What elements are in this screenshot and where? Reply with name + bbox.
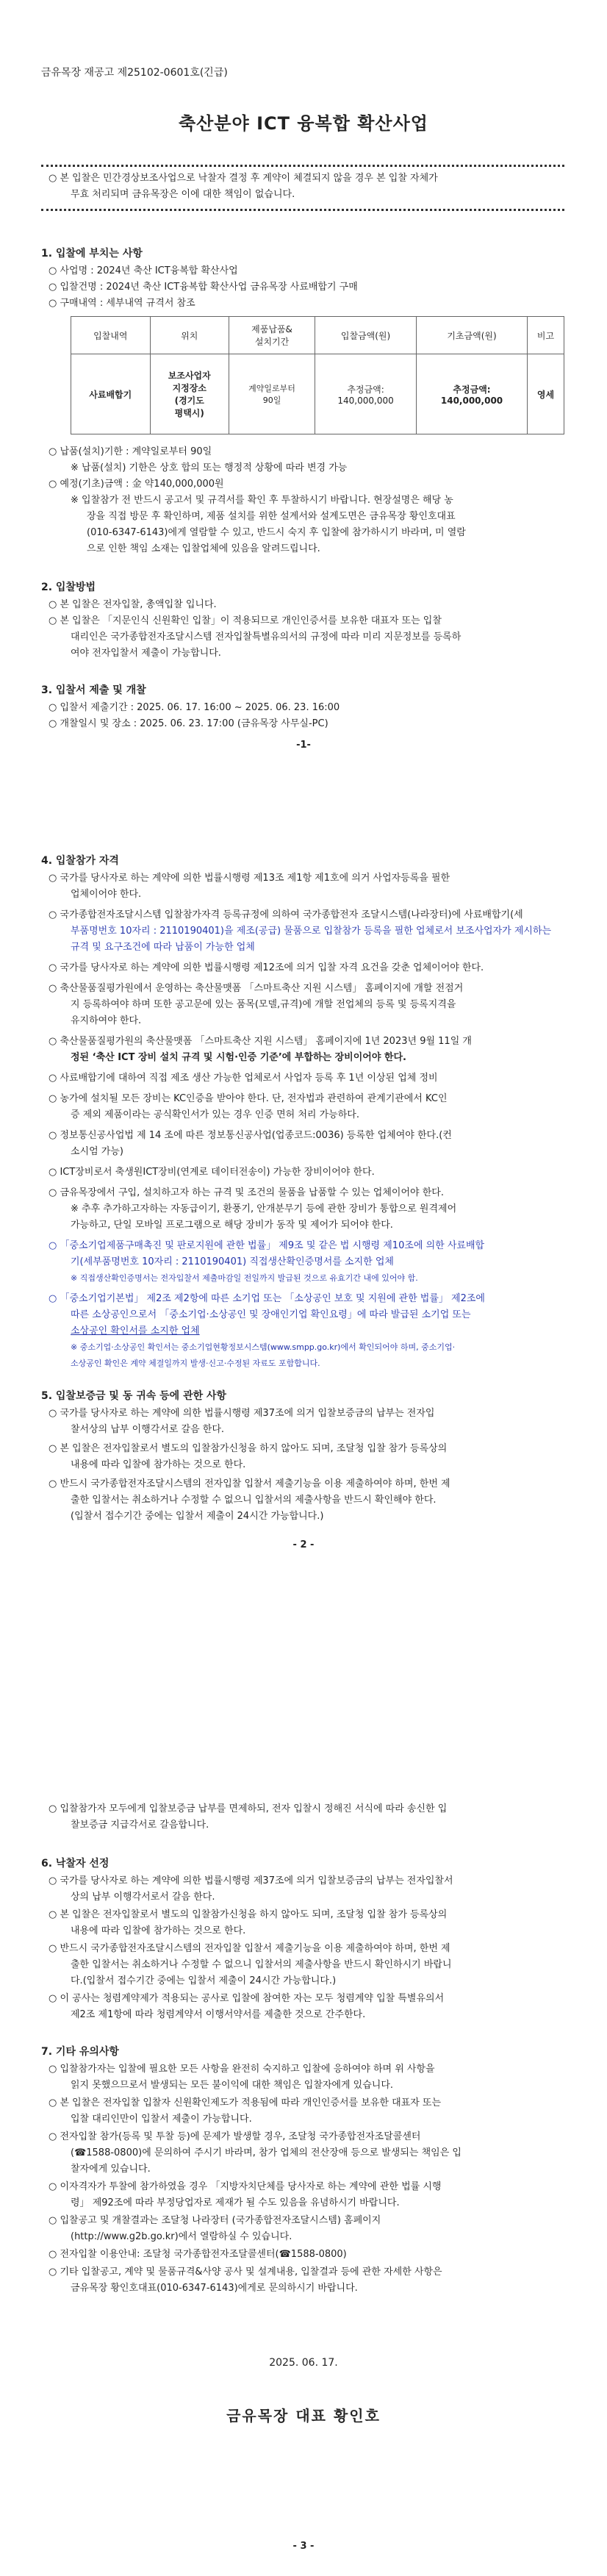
deposit-line-6: 출한 입찰서는 취소하거나 수정할 수 없으니 입찰서의 제출사항을 반드시 확인해야 한다.: [71, 1495, 437, 1506]
page-number-2: - 2 -: [292, 1539, 315, 1550]
qual-line-25: 따른 소상공인으로서 「중소기업·소상공인 및 장애인기업 확인요령」에 따라 발급된 소기업 또는: [71, 1309, 471, 1320]
qual-line-15: ○ 정보통신공사업법 제 14 조에 따른 정보통신공사업(업종코드:0036) 등록한 업체여야 한다.(컨: [49, 1130, 452, 1141]
qual-line-26: 소상공인 확인서를 소지한 업체: [71, 1325, 200, 1337]
page-2: [0, 853, 607, 1720]
award-line-6: 출한 입찰서는 취소하거나 수정할 수 없으니 입찰서의 제출사항을 반드시 확인하시기 바랍니: [71, 1959, 452, 1970]
td-base-amount: 추정금액: 140,000,000: [417, 354, 528, 434]
deposit-line-2: 찰서상의 납부 이행각서로 갈음 한다.: [71, 1424, 225, 1435]
qual-line-10: ○ 축산물품질평가원의 축산물맷폼 「스마트축산 지원 시스템」 홈페이지에 1년 2023년 9월 11일 개: [49, 1036, 472, 1047]
qual-line-3: ○ 국가종합전자조달시스템 입찰참가자격 등록규정에 의하여 국가종합전자 조달시스템(나라장터)에 사료배합기(세: [49, 909, 523, 920]
page-3: [0, 1720, 607, 2576]
deposit-line-3: ○ 본 입찰은 전자입찰로서 별도의 입찰참가신청을 하지 않아도 되며, 조달청 입찰 참가 등록상의: [49, 1443, 448, 1454]
dotted-divider-bottom: [41, 209, 564, 211]
section-3-title: 3. 입찰서 제출 및 개찰: [41, 684, 146, 696]
deposit-cont-line-1: ○ 입찰참가자 모두에게 입찰보증금 납부를 면제하되, 전자 입찰시 정해진 서식에 따라 송신한 입: [49, 1803, 448, 1814]
qual-line-28: 소상공인 확인은 계약 체결일까지 발생·신고·수정된 자료도 포함합니다.: [71, 1359, 320, 1368]
award-line-5: ○ 반드시 국가종합전자조달시스템의 전자입찰 입찰서 제출기능을 이용 제출하여야 하며, 한번 제: [49, 1943, 450, 1954]
award-line-4: 내용에 따라 입찰에 참가하는 것으로 한다.: [71, 1925, 246, 1936]
qual-line-13: ○ 농가에 설치될 모든 장비는 KC인증을 받아야 한다. 단, 전자법과 관련하여 관계기관에서 KC인: [49, 1093, 448, 1104]
page-number-1: -1-: [296, 740, 311, 751]
qual-line-19: ※ 추후 추가하고자하는 자동급이기, 환풍기, 안개분무기 등에 관한 장비가 통합으로 원격제어: [71, 1203, 457, 1214]
qual-line-17: ○ ICT장비로서 축생원ICT장비(연계로 데이터전송이) 가능한 장비이어야 한다.: [49, 1167, 375, 1178]
award-line-2: 상의 납부 이행각서로서 갈음 한다.: [71, 1892, 215, 1903]
bid-note-4: 으로 인한 책임 소재는 입찰업체에 있음을 알려드립니다.: [87, 543, 320, 554]
opening-datetime: ○ 개찰일시 및 장소 : 2025. 06. 23. 17:00 (금유목장 사무실-PC): [49, 718, 328, 729]
award-line-8: ○ 이 공사는 청렴계약제가 적용되는 공사로 입찰에 참여한 자는 모두 청렴계약 입찰 특별유의서: [49, 1993, 445, 2004]
bid-note-2: 장을 직접 방문 후 확인하며, 제품 설치를 위한 설계서와 설계도면은 금유목장 황인호대표: [87, 511, 456, 522]
qual-line-12: ○ 사료배합기에 대하여 직접 제조 생산 가능한 업체로서 사업자 등록 후 1년 이상된 업체 정비: [49, 1073, 438, 1084]
th-remarks: 비고: [528, 317, 564, 354]
misc-line-4: 입찰 대리인만이 입찰서 제출이 가능합니다.: [71, 2114, 252, 2125]
award-line-1: ○ 국가를 당사자로 하는 계약에 의한 법률시행령 제37조에 의거 입찰보증금의 납부는 전자입찰서: [49, 1875, 453, 1886]
qual-line-20: 가능하고, 단일 모바일 프로그램으로 해당 장비가 동작 및 제어가 되어야 한다.: [71, 1220, 393, 1231]
qual-line-11: 정된 ‘축산 ICT 장비 설치 규격 및 시험·인증 기준’에 부합하는 장비이어야 한다.: [71, 1052, 406, 1063]
qual-line-23: ※ 직접생산확인증명서는 전자입찰서 제출마감일 전일까지 발급된 것으로 유효기간 내에 있어야 함.: [71, 1273, 418, 1283]
td-item: 사료배합기: [71, 354, 151, 434]
project-name: ○ 사업명 : 2024년 축산 ICT융복합 확산사업: [49, 265, 238, 276]
bid-item-name: ○ 입찰건명 : 2024년 축산 ICT융복합 확산사업 금유목장 사료배합기 구매: [49, 282, 358, 293]
deposit-line-7: (입찰서 접수기간 중에는 입찰서 제출이 24시간 가능합니다.): [71, 1511, 324, 1522]
page-number-3: - 3 -: [292, 2541, 315, 2552]
misc-line-14: 금유목장 황인호대표(010-6347-6143)에게로 문의하시기 바랍니다.: [71, 2283, 358, 2294]
award-line-9: 제2조 제1항에 따라 청렴계약서 이행서약서를 제출한 것으로 간주한다.: [71, 2009, 366, 2020]
award-line-3: ○ 본 입찰은 전자입찰로서 별도의 입찰참가신청을 하지 않아도 되며, 조달청 입찰 참가 등록상의: [49, 1909, 448, 1920]
method-line-4: 여야 전자입찰서 제출이 가능합니다.: [71, 648, 221, 659]
misc-line-10: ○ 입찰공고 및 개찰결과는 조달청 나라장터 (국가종합전자조달시스템) 홈페이지: [49, 2215, 381, 2226]
qual-line-2: 업체이어야 한다.: [71, 889, 142, 900]
td-bid-amount: 추정금액: 140,000,000: [315, 354, 417, 434]
intro-line-2: 무효 처리되며 금유목장은 이에 대한 책임이 없습니다.: [71, 189, 295, 200]
submission-period: ○ 입찰서 제출기간 : 2025. 06. 17. 16:00 ~ 2025. 06. 23. 16:00: [49, 702, 340, 713]
misc-line-13: ○ 기타 입찰공고, 계약 및 물품규격&사양 공사 및 설계내용, 입찰결과 등에 관한 자세한 사항은: [49, 2266, 442, 2278]
qual-line-6: ○ 국가를 당사자로 하는 계약에 의한 법률시행령 제12조에 의거 입찰 자격 요건을 갖춘 업체이어야 한다.: [49, 962, 484, 973]
section-7-title: 7. 기타 유의사항: [41, 2046, 119, 2058]
signature: 금유목장 대표 황인호: [226, 2407, 381, 2425]
qual-line-18: ○ 금유목장에서 구입, 설치하고자 하는 규격 및 조건의 물품을 납품할 수 있는 업체이어야 한다.: [49, 1187, 444, 1198]
section-5-title: 5. 입찰보증금 및 동 귀속 등에 관한 사항: [41, 1390, 227, 1402]
td-remarks: 영세: [528, 354, 564, 434]
misc-line-11: (http://www.g2b.go.kr)에서 열람하실 수 있습니다.: [71, 2231, 292, 2242]
misc-line-2: 읽지 못했으므로서 발생되는 모든 불이익에 대한 책임은 입찰자에게 있습니다.: [71, 2080, 394, 2091]
misc-line-1: ○ 입찰참가자는 입찰에 필요한 모든 사항을 완전히 숙지하고 입찰에 응하여야 하며 위 사항을: [49, 2064, 435, 2075]
method-line-3: 대리인은 국가종합전자조달시스템 전자입찰특별유의서의 규정에 따라 미리 지문정보를 등록하: [71, 632, 461, 643]
qual-line-27: ※ 중소기업·소상공인 확인서는 중소기업현황정보시스템(www.smpp.go.kr)에서 확인되어야 하며, 중소기업·: [71, 1342, 456, 1352]
th-location: 위치: [150, 317, 229, 354]
qual-line-1: ○ 국가를 당사자로 하는 계약에 의한 법률시행령 제13조 제1항 제1호에 의거 사업자등록을 필한: [49, 873, 450, 884]
th-bid-amount: 입찰금액(원): [315, 317, 417, 354]
misc-line-7: 찰자에게 있습니다.: [71, 2164, 151, 2175]
bid-note-3: (010-6347-6143)에게 열람할 수 있고, 반드시 숙지 후 입찰에 참가하시기 바라며, 미 열람: [87, 527, 466, 538]
qual-line-7: ○ 축산물품질평가원에서 운영하는 축산물맷폼 「스마트축산 지원 시스템」 홈페이지에 개할 전점거: [49, 983, 464, 994]
qual-line-14: 증 제외 제품이라는 공식확인서가 있는 경우 인증 면허 처리 가능하다.: [71, 1109, 359, 1120]
award-line-7: 다.(입찰서 접수기간 중에는 입찰서 제출이 24시간 가능합니다.): [71, 1975, 337, 1986]
qual-line-22: 기(세부품명번호 10자리 : 2110190401) 직접생산확인증명서를 소지한 업체: [71, 1256, 394, 1267]
deposit-cont-line-2: 찰보증금 지급각서로 갈음합니다.: [71, 1820, 209, 1831]
delivery-deadline: ○ 납품(설치)기한 : 계약일로부터 90일: [49, 446, 212, 457]
misc-line-3: ○ 본 입찰은 전자입찰 입찰자 신원확인제도가 적용됨에 따라 개인인증서를 보유한 대표자 또는: [49, 2097, 442, 2108]
dotted-divider-top: [41, 165, 564, 167]
misc-line-5: ○ 전자입찰 참가(등록 및 투찰 등)에 문제가 발생할 경우, 조달청 국가종합전자조달콜센터: [49, 2131, 421, 2142]
method-line-2: ○ 본 입찰은 「지문인식 신원확인 입찰」이 적용되므로 개인인증서를 보유한 대표자 또는 입찰: [49, 615, 442, 626]
qual-line-21: ○ 「중소기업제품구매촉진 및 판로지원에 관한 법률」 제9조 및 같은 법 시행령 제10조에 의한 사료배합: [49, 1240, 485, 1251]
misc-line-8: ○ 이자격자가 투찰에 참가하였을 경우 「지방자치단체를 당사자로 하는 계약에 관한 법률 시행: [49, 2181, 442, 2192]
delivery-note: ※ 납품(설치) 기한은 상호 합의 또는 행정적 상황에 따라 변경 가능: [71, 462, 348, 473]
misc-line-12: ○ 전자입찰 이용안내: 조달청 국가종합전자조달콜센터(☎1588-0800): [49, 2249, 347, 2260]
section-4-title: 4. 입찰참가 자격: [41, 855, 119, 867]
th-base-amount: 기초금액(원): [417, 317, 528, 354]
qual-line-24: ○ 「중소기업기본법」 제2조 제2항에 따른 소기업 또는 「소상공인 보호 및 지원에 관한 법률」 제2조에: [49, 1293, 485, 1304]
bid-note-1: ※ 입찰참가 전 반드시 공고서 및 규격서를 확인 후 투찰하시기 바랍니다. 현장설명은 해당 농: [71, 495, 453, 506]
notice-date: 2025. 06. 17.: [269, 2357, 338, 2369]
bid-spec-table: [71, 316, 564, 434]
table-row: [71, 354, 564, 434]
th-period: 제품납품& 설치기간: [229, 317, 315, 354]
page-title: 축산분야 ICT 융복합 확산사업: [178, 113, 428, 134]
misc-line-9: 령」 제92조에 따라 부정당업자로 제재가 될 수도 있음을 유념하시기 바랍니다.: [71, 2197, 400, 2208]
table-header-row: [71, 317, 564, 354]
deposit-line-5: ○ 반드시 국가종합전자조달시스템의 전자입찰 입찰서 제출기능을 이용 제출하여야 하며, 한번 제: [49, 1478, 450, 1489]
qual-line-8: 지 등록하여야 하며 또한 공고문에 있는 품목(모델,규격)에 개할 전업체의 등록 및 등록지격을: [71, 999, 456, 1010]
qual-line-9: 유지하여야 한다.: [71, 1015, 142, 1026]
qual-line-16: 소시엄 가능): [71, 1146, 123, 1157]
purchase-detail: ○ 구매내역 : 세부내역 규격서 참조: [49, 298, 195, 309]
section-2-title: 2. 입찰방법: [41, 582, 96, 593]
deposit-line-1: ○ 국가를 당사자로 하는 계약에 의한 법률시행령 제37조에 의거 입찰보증금의 납부는 전자입: [49, 1408, 435, 1419]
notice-number: 금유목장 재공고 제25102-0601호(긴급): [41, 67, 228, 79]
th-item: 입찰내역: [71, 317, 151, 354]
section-6-title: 6. 낙찰자 선정: [41, 1858, 109, 1870]
qual-line-5: 규격 및 요구조건에 따라 납품이 가능한 업체: [71, 942, 255, 953]
deposit-line-4: 내용에 따라 입찰에 참가하는 것으로 한다.: [71, 1459, 246, 1470]
misc-line-6: (☎1588-0800)에 문의하여 주시기 바라며, 참가 업체의 전산장애 등으로 발생되는 책임은 입: [71, 2147, 461, 2158]
page-1: [0, 0, 607, 853]
td-location: 보조사업자 지정장소 (경기도 평택시): [150, 354, 229, 434]
method-line-1: ○ 본 입찰은 전자입찰, 총액입찰 입니다.: [49, 599, 217, 610]
intro-line-1: ○ 본 입찰은 민간경상보조사업으로 낙찰자 결정 후 계약이 체결되지 않을 경우 본 입찰 자체가: [49, 173, 438, 184]
qual-line-4: 부품명번호 10자리 : 2110190401)을 제조(공급) 물품으로 입찰참가 등록을 필한 업체로서 보조사업자가 제시하는: [71, 926, 552, 937]
td-period: 계약일로부터 90일: [229, 354, 315, 434]
budget-amount: ○ 예정(기초)금액 : 金 약140,000,000원: [49, 479, 224, 490]
section-1-title: 1. 입찰에 부치는 사항: [41, 248, 143, 260]
